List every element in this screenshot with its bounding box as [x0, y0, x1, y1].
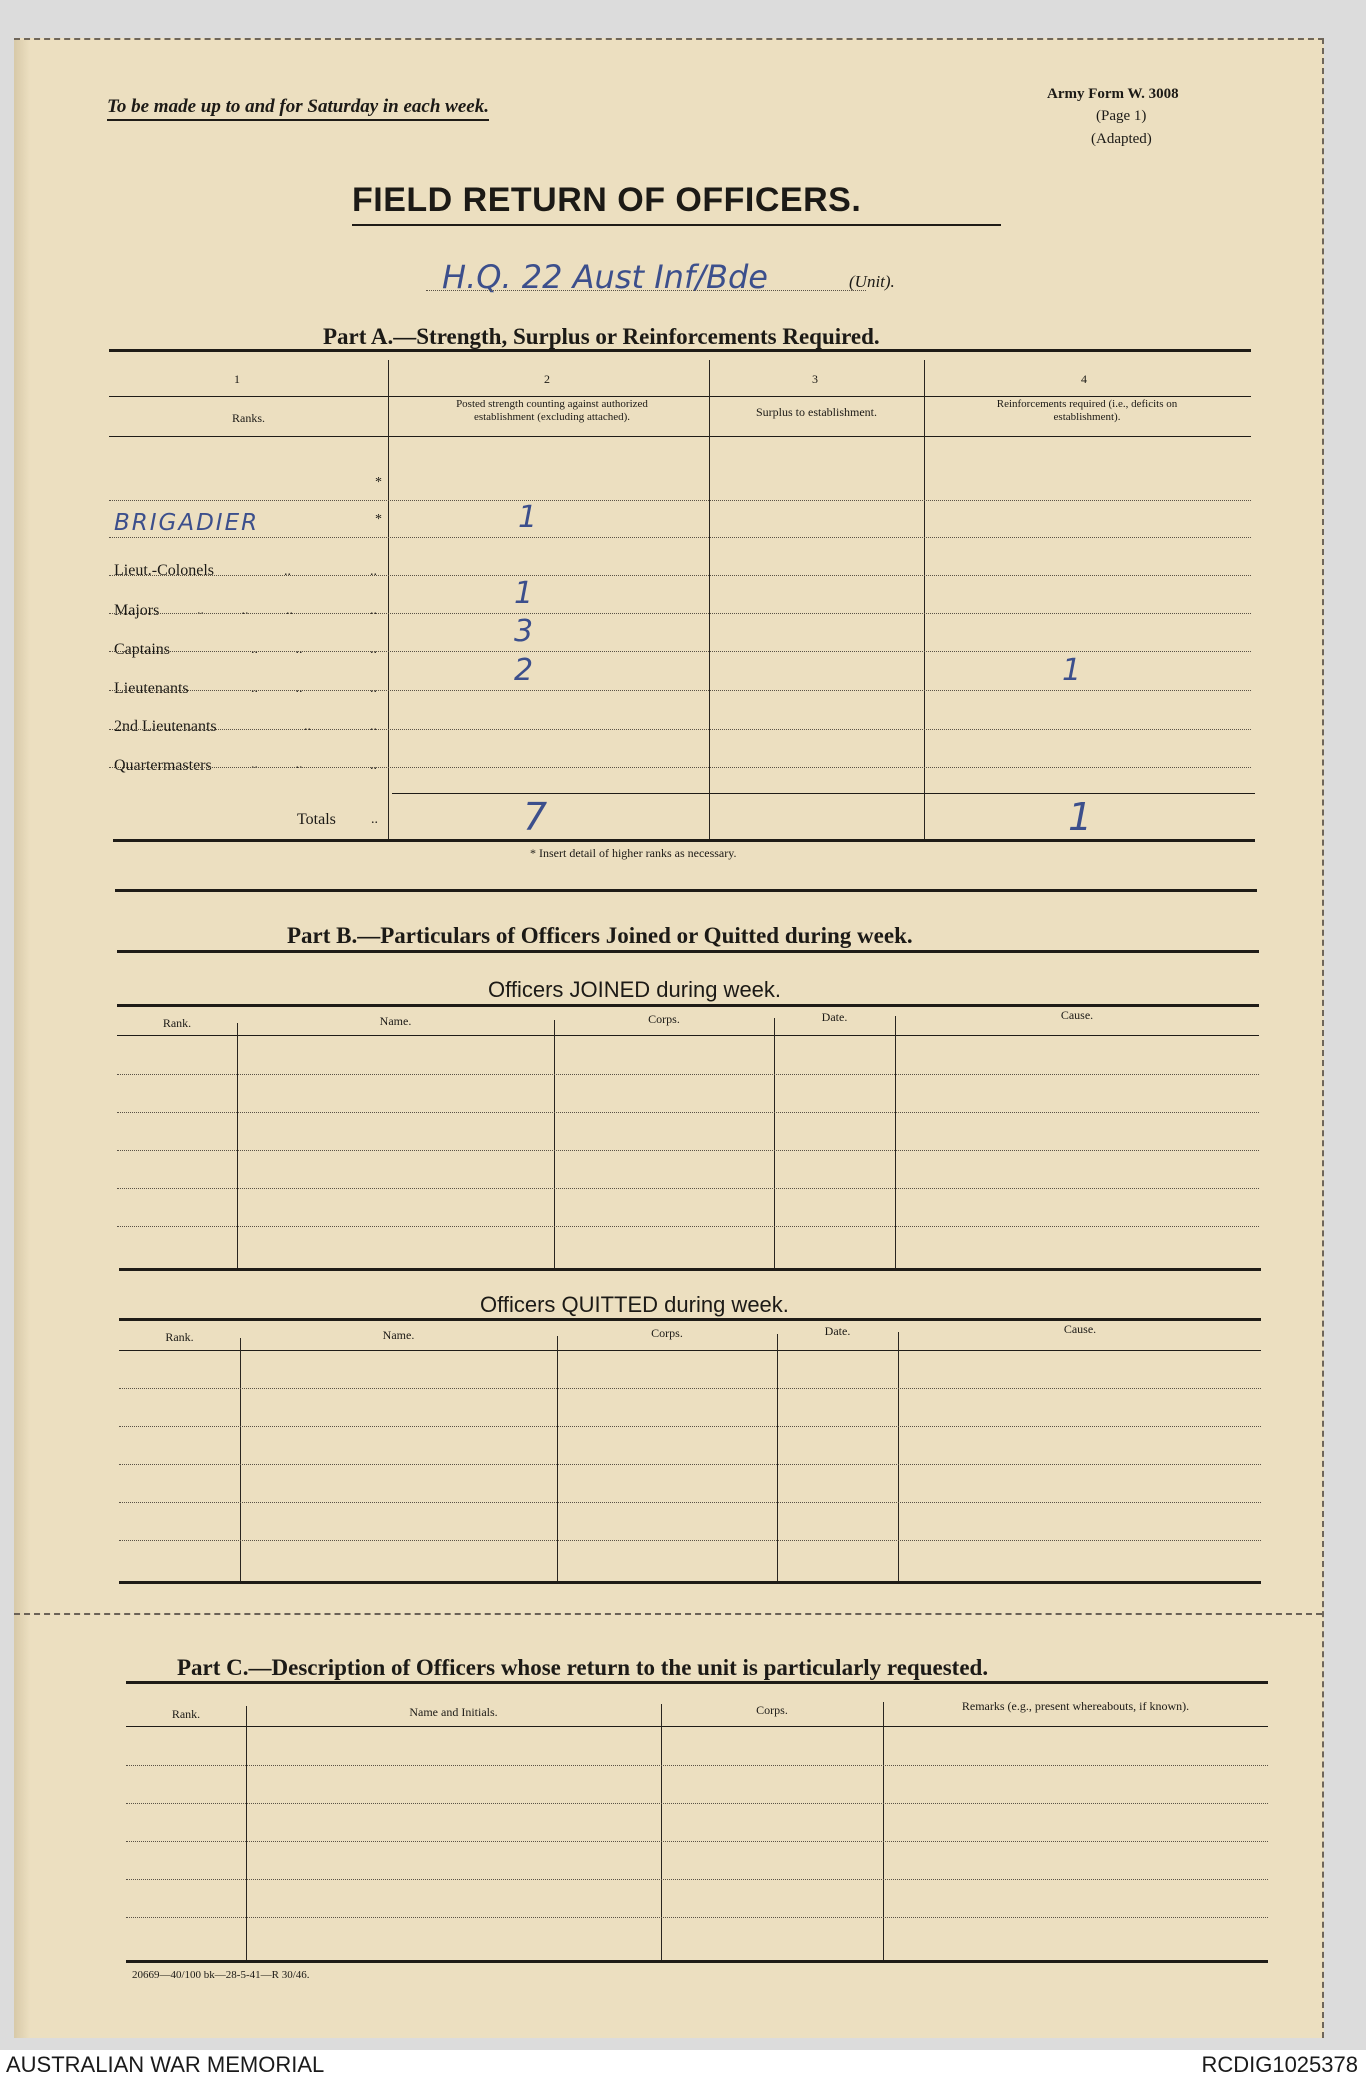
part-c-heading: Part C.—Description of Officers whose return to the unit is particularly requested.: [177, 1655, 989, 1680]
higher-rank-marker: *: [375, 475, 382, 490]
joined-row-line-2: [117, 1112, 1259, 1113]
captains-leaders: .. ..: [251, 642, 303, 657]
captains-marker: ..: [370, 642, 377, 657]
part-c-row-line-5: [126, 1917, 1268, 1918]
col-head-surplus: Surplus to establishment.: [756, 405, 877, 419]
rank-label-captains: Captains: [114, 641, 170, 658]
footer-left: AUSTRALIAN WAR MEMORIAL: [6, 2052, 325, 2077]
quitted-col-cause: Cause.: [1063, 1322, 1097, 1336]
joined-top-rule: [117, 1004, 1259, 1007]
rank-label-majors: Majors: [114, 602, 160, 619]
quitted-col-name: Name.: [382, 1328, 415, 1342]
joined-col-date: Date.: [821, 1010, 848, 1024]
joined-divider-3: [774, 1018, 775, 1270]
col-number-2: 2: [544, 372, 550, 386]
part-c-col-corps: Corps.: [756, 1703, 788, 1717]
higher-rank-marker-2: *: [375, 512, 382, 527]
part-a-head-rule: [109, 436, 1251, 437]
page-number: (Page 1): [1096, 108, 1147, 124]
totals-posted: 7: [523, 795, 548, 839]
part-c-top-rule: [126, 1681, 1268, 1684]
col-head-ranks: Ranks.: [232, 411, 265, 425]
title-underline: [352, 224, 1001, 226]
part-c-col-remarks: Remarks (e.g., present whereabouts, if known).: [961, 1699, 1190, 1713]
fold-line: [14, 1613, 1322, 1615]
joined-col-cause: Cause.: [1060, 1008, 1094, 1022]
majors-leaders: .. .. ..: [197, 603, 293, 618]
part-c-row-line-4: [126, 1879, 1268, 1880]
part-c-head-rule: [126, 1726, 1268, 1727]
col-number-1: 1: [234, 372, 240, 386]
lieutenants-marker: ..: [370, 681, 377, 696]
joined-row-line-3: [117, 1150, 1259, 1151]
part-c-row-line-2: [126, 1803, 1268, 1804]
quitted-divider-2: [557, 1336, 558, 1582]
quitted-heading: Officers QUITTED during week.: [480, 1292, 789, 1317]
part-c-row-line-1: [126, 1765, 1268, 1766]
part-c-col-rank: Rank.: [171, 1707, 201, 1721]
quitted-row-line-3: [119, 1464, 1261, 1465]
2nd-lieutenants-leaders: ..: [304, 719, 311, 734]
part-a-heading: Part A.—Strength, Surplus or Reinforcements Required.: [323, 324, 880, 349]
quitted-top-rule: [119, 1318, 1261, 1321]
col-head-posted: Posted strength counting against authorized establishment (excluding attached).: [456, 398, 648, 423]
captains-posted: 3: [514, 614, 534, 649]
footer-right: RCDIG1025378: [1201, 2052, 1358, 2077]
joined-divider-4: [895, 1016, 896, 1270]
quitted-row-line-5: [119, 1540, 1261, 1541]
row-line-4: [109, 613, 1251, 614]
totals-leaders: ..: [371, 812, 378, 827]
unit-value: H.Q. 22 Aust Inf/Bde: [442, 258, 768, 296]
joined-bottom-rule: [119, 1268, 1261, 1271]
part-b-heading: Part B.—Particulars of Officers Joined or Quitted during week.: [287, 923, 913, 948]
part-a-top-rule: [109, 349, 1251, 352]
majors-posted: 1: [514, 576, 534, 611]
col-number-3: 3: [812, 372, 818, 386]
quitted-divider-1: [240, 1338, 241, 1582]
lieutenants-leaders: .. ..: [251, 681, 303, 696]
joined-col-rank: Rank.: [162, 1016, 192, 1030]
part-c-divider-3: [883, 1702, 884, 1961]
row-line-1: [109, 500, 1251, 501]
part-c-bottom-rule: [126, 1960, 1268, 1963]
lieut-colonels-leaders: ..: [284, 564, 291, 579]
part-b-heading-rule: [117, 950, 1259, 953]
joined-row-line-5: [117, 1226, 1259, 1227]
footnote: * Insert detail of higher ranks as necessary.: [530, 846, 737, 860]
2nd-lieutenants-marker: ..: [370, 719, 377, 734]
instruction-text: To be made up to and for Saturday in each week.: [107, 96, 489, 121]
part-c-col-name: Name and Initials.: [409, 1705, 498, 1719]
row-line-5: [109, 651, 1251, 652]
quitted-bottom-rule: [119, 1581, 1261, 1584]
rank-label-quartermasters: Quartermasters: [114, 757, 212, 774]
lieutenants-posted: 2: [514, 653, 534, 688]
form-sheet: [14, 38, 1324, 2038]
part-c-row-line-3: [126, 1841, 1268, 1842]
rank-label-lieut-colonels: Lieut.-Colonels: [114, 562, 214, 579]
totals-label: Totals: [297, 811, 336, 828]
col-number-4: 4: [1081, 372, 1087, 386]
adapted-note: (Adapted): [1091, 131, 1152, 147]
part-a-bottom-rule: [113, 839, 1255, 842]
paper-edge: [14, 40, 30, 2038]
print-code: 20669—40/100 bk—28-5-41—R 30/46.: [132, 1969, 310, 1981]
joined-head-rule: [117, 1035, 1259, 1036]
page-title: FIELD RETURN OF OFFICERS.: [352, 181, 862, 219]
totals-reinforcements: 1: [1068, 795, 1093, 839]
lieut-colonels-marker: ..: [370, 564, 377, 579]
quitted-head-rule: [119, 1350, 1261, 1351]
row-line-6: [109, 690, 1251, 691]
brigadier-posted: 1: [518, 500, 538, 535]
rank-label-lieutenants: Lieutenants: [114, 680, 189, 697]
row-line-8: [109, 767, 1251, 768]
quitted-row-line-4: [119, 1502, 1261, 1503]
form-number: Army Form W. 3008: [1047, 86, 1179, 102]
part-a-totals-rule: [392, 793, 1255, 794]
unit-label: (Unit).: [849, 272, 895, 291]
quitted-col-date: Date.: [824, 1324, 851, 1338]
quitted-col-corps: Corps.: [651, 1326, 683, 1340]
part-a-num-rule: [109, 396, 1251, 397]
part-c-divider-1: [246, 1706, 247, 1961]
lieutenants-reinforcements: 1: [1062, 653, 1082, 688]
joined-divider-2: [554, 1020, 555, 1270]
joined-divider-1: [237, 1023, 238, 1269]
joined-row-line-4: [117, 1188, 1259, 1189]
joined-heading: Officers JOINED during week.: [488, 977, 782, 1002]
joined-row-line-1: [117, 1074, 1259, 1075]
quitted-divider-3: [777, 1334, 778, 1582]
row-line-3: [109, 575, 1251, 576]
row-line-7: [109, 729, 1251, 730]
majors-marker: ..: [370, 603, 377, 618]
row-line-2: [109, 537, 1251, 538]
joined-col-corps: Corps.: [648, 1012, 680, 1026]
quitted-row-line-2: [119, 1426, 1261, 1427]
rank-label-2nd-lieutenants: 2nd Lieutenants: [114, 718, 217, 735]
quitted-divider-4: [898, 1332, 899, 1582]
quitted-col-rank: Rank.: [165, 1330, 194, 1344]
part-b-top-rule: [115, 889, 1257, 892]
unit-line: [426, 290, 866, 291]
part-c-divider-2: [661, 1704, 662, 1961]
rank-label-brigadier: BRIGADIER: [114, 510, 260, 536]
quitted-row-line-1: [119, 1388, 1261, 1389]
col-head-reinforcements: Reinforcements required (i.e., deficits on establishment).: [996, 398, 1178, 423]
joined-col-name: Name.: [379, 1014, 412, 1028]
quartermasters-leaders: .. ..: [251, 757, 303, 772]
quartermasters-marker: ..: [370, 758, 377, 773]
